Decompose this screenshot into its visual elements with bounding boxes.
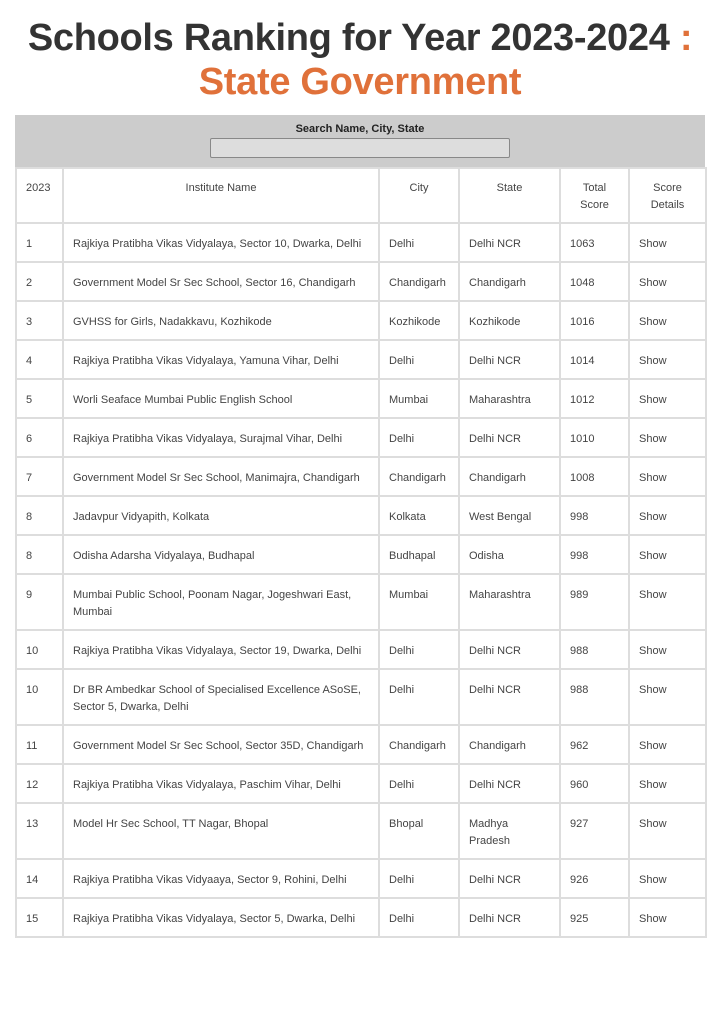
ranking-table-container xyxy=(15,115,705,938)
city-cell: Mumbai xyxy=(379,574,459,630)
institute-name-cell: Rajkiya Pratibha Vikas Vidyalaya, Paschim Vihar, Delhi xyxy=(63,764,379,803)
total-score-cell: 925 xyxy=(560,898,629,937)
rank-cell: 7 xyxy=(16,457,63,496)
state-cell: Delhi NCR xyxy=(459,340,560,379)
table-row xyxy=(16,340,706,379)
total-score-cell: 1008 xyxy=(560,457,629,496)
table-row xyxy=(16,418,706,457)
show-details-link[interactable]: Show xyxy=(629,859,706,898)
table-row xyxy=(16,859,706,898)
institute-name-cell: GVHSS for Girls, Nadakkavu, Kozhikode xyxy=(63,301,379,340)
state-cell: Delhi NCR xyxy=(459,764,560,803)
show-details-link[interactable]: Show xyxy=(629,669,706,725)
header-institute-name: Institute Name xyxy=(63,168,379,223)
header-state: State xyxy=(459,168,560,223)
city-cell: Delhi xyxy=(379,898,459,937)
total-score-cell: 998 xyxy=(560,496,629,535)
institute-name-cell: Dr BR Ambedkar School of Specialised Excellence ASoSE, Sector 5, Dwarka, Delhi xyxy=(63,669,379,725)
total-score-cell: 927 xyxy=(560,803,629,859)
state-cell: Chandigarh xyxy=(459,725,560,764)
table-row xyxy=(16,496,706,535)
table-header-row xyxy=(16,168,706,223)
ranking-table xyxy=(15,167,707,938)
rank-cell: 2 xyxy=(16,262,63,301)
city-cell: Mumbai xyxy=(379,379,459,418)
state-cell: Kozhikode xyxy=(459,301,560,340)
header-score-details: Score Details xyxy=(629,168,706,223)
rank-cell: 10 xyxy=(16,630,63,669)
rank-cell: 15 xyxy=(16,898,63,937)
search-label: Search Name, City, State xyxy=(295,123,425,135)
state-cell: Delhi NCR xyxy=(459,669,560,725)
total-score-cell: 1016 xyxy=(560,301,629,340)
city-cell: Delhi xyxy=(379,859,459,898)
total-score-cell: 960 xyxy=(560,764,629,803)
table-row xyxy=(16,725,706,764)
table-row xyxy=(16,669,706,725)
rank-cell: 9 xyxy=(16,574,63,630)
total-score-cell: 988 xyxy=(560,630,629,669)
total-score-cell: 1048 xyxy=(560,262,629,301)
show-details-link[interactable]: Show xyxy=(629,262,706,301)
total-score-cell: 1014 xyxy=(560,340,629,379)
city-cell: Chandigarh xyxy=(379,725,459,764)
institute-name-cell: Government Model Sr Sec School, Sector 16, Chandigarh xyxy=(63,262,379,301)
rank-cell: 4 xyxy=(16,340,63,379)
rank-cell: 13 xyxy=(16,803,63,859)
table-row xyxy=(16,764,706,803)
state-cell: Delhi NCR xyxy=(459,418,560,457)
rank-cell: 11 xyxy=(16,725,63,764)
city-cell: Budhapal xyxy=(379,535,459,574)
institute-name-cell: Government Model Sr Sec School, Sector 35D, Chandigarh xyxy=(63,725,379,764)
city-cell: Kolkata xyxy=(379,496,459,535)
rank-cell: 5 xyxy=(16,379,63,418)
institute-name-cell: Mumbai Public School, Poonam Nagar, Jogeshwari East, Mumbai xyxy=(63,574,379,630)
total-score-cell: 1063 xyxy=(560,223,629,262)
institute-name-cell: Rajkiya Pratibha Vikas Vidyalaya, Yamuna Vihar, Delhi xyxy=(63,340,379,379)
show-details-link[interactable]: Show xyxy=(629,301,706,340)
city-cell: Delhi xyxy=(379,669,459,725)
rank-cell: 12 xyxy=(16,764,63,803)
state-cell: Chandigarh xyxy=(459,262,560,301)
city-cell: Bhopal xyxy=(379,803,459,859)
institute-name-cell: Rajkiya Pratibha Vikas Vidyalaya, Sector 19, Dwarka, Delhi xyxy=(63,630,379,669)
city-cell: Kozhikode xyxy=(379,301,459,340)
rank-cell: 14 xyxy=(16,859,63,898)
table-row xyxy=(16,262,706,301)
institute-name-cell: Rajkiya Pratibha Vikas Vidyalaya, Sector 5, Dwarka, Delhi xyxy=(63,898,379,937)
state-cell: Maharashtra xyxy=(459,379,560,418)
rank-cell: 1 xyxy=(16,223,63,262)
search-panel xyxy=(15,115,705,167)
show-details-link[interactable]: Show xyxy=(629,496,706,535)
total-score-cell: 989 xyxy=(560,574,629,630)
header-city: City xyxy=(379,168,459,223)
show-details-link[interactable]: Show xyxy=(629,418,706,457)
total-score-cell: 998 xyxy=(560,535,629,574)
show-details-link[interactable]: Show xyxy=(629,725,706,764)
total-score-cell: 1010 xyxy=(560,418,629,457)
show-details-link[interactable]: Show xyxy=(629,898,706,937)
total-score-cell: 988 xyxy=(560,669,629,725)
title-subtitle: State Government xyxy=(198,61,522,103)
city-cell: Chandigarh xyxy=(379,262,459,301)
table-row xyxy=(16,803,706,859)
city-cell: Delhi xyxy=(379,340,459,379)
state-cell: Maharashtra xyxy=(459,574,560,630)
city-cell: Chandigarh xyxy=(379,457,459,496)
city-cell: Delhi xyxy=(379,764,459,803)
table-row xyxy=(16,535,706,574)
title-separator: : xyxy=(679,17,693,59)
table-row xyxy=(16,898,706,937)
institute-name-cell: Rajkiya Pratibha Vikas Vidyalaya, Surajmal Vihar, Delhi xyxy=(63,418,379,457)
institute-name-cell: Rajkiya Pratibha Vikas Vidyaaya, Sector 9, Rohini, Delhi xyxy=(63,859,379,898)
state-cell: Delhi NCR xyxy=(459,223,560,262)
city-cell: Delhi xyxy=(379,418,459,457)
rank-cell: 8 xyxy=(16,496,63,535)
state-cell: West Bengal xyxy=(459,496,560,535)
state-cell: Chandigarh xyxy=(459,457,560,496)
rank-cell: 10 xyxy=(16,669,63,725)
institute-name-cell: Jadavpur Vidyapith, Kolkata xyxy=(63,496,379,535)
state-cell: Delhi NCR xyxy=(459,630,560,669)
show-details-link[interactable]: Show xyxy=(629,340,706,379)
rank-cell: 8 xyxy=(16,535,63,574)
show-details-link[interactable]: Show xyxy=(629,379,706,418)
title-main: Schools Ranking for Year 2023-2024 xyxy=(27,17,670,59)
institute-name-cell: Model Hr Sec School, TT Nagar, Bhopal xyxy=(63,803,379,859)
show-details-link[interactable]: Show xyxy=(629,764,706,803)
total-score-cell: 962 xyxy=(560,725,629,764)
table-row xyxy=(16,457,706,496)
show-details-link[interactable]: Show xyxy=(629,223,706,262)
rank-cell: 3 xyxy=(16,301,63,340)
institute-name-cell: Government Model Sr Sec School, Manimajra, Chandigarh xyxy=(63,457,379,496)
rank-cell: 6 xyxy=(16,418,63,457)
state-cell: Delhi NCR xyxy=(459,859,560,898)
table-row xyxy=(16,223,706,262)
table-row xyxy=(16,379,706,418)
state-cell: Odisha xyxy=(459,535,560,574)
total-score-cell: 1012 xyxy=(560,379,629,418)
state-cell: Madhya Pradesh xyxy=(459,803,560,859)
show-details-link[interactable]: Show xyxy=(629,535,706,574)
header-rank: 2023 xyxy=(16,168,63,223)
institute-name-cell: Worli Seaface Mumbai Public English School xyxy=(63,379,379,418)
city-cell: Delhi xyxy=(379,223,459,262)
page-title xyxy=(0,16,720,104)
show-details-link[interactable]: Show xyxy=(629,457,706,496)
institute-name-cell: Odisha Adarsha Vidyalaya, Budhapal xyxy=(63,535,379,574)
show-details-link[interactable]: Show xyxy=(629,574,706,630)
table-row xyxy=(16,301,706,340)
total-score-cell: 926 xyxy=(560,859,629,898)
state-cell: Delhi NCR xyxy=(459,898,560,937)
header-total-score: Total Score xyxy=(560,168,629,223)
institute-name-cell: Rajkiya Pratibha Vikas Vidyalaya, Sector 10, Dwarka, Delhi xyxy=(63,223,379,262)
city-cell: Delhi xyxy=(379,630,459,669)
show-details-link[interactable]: Show xyxy=(629,803,706,859)
search-input[interactable] xyxy=(210,138,510,158)
table-row xyxy=(16,630,706,669)
table-row xyxy=(16,574,706,630)
show-details-link[interactable]: Show xyxy=(629,630,706,669)
